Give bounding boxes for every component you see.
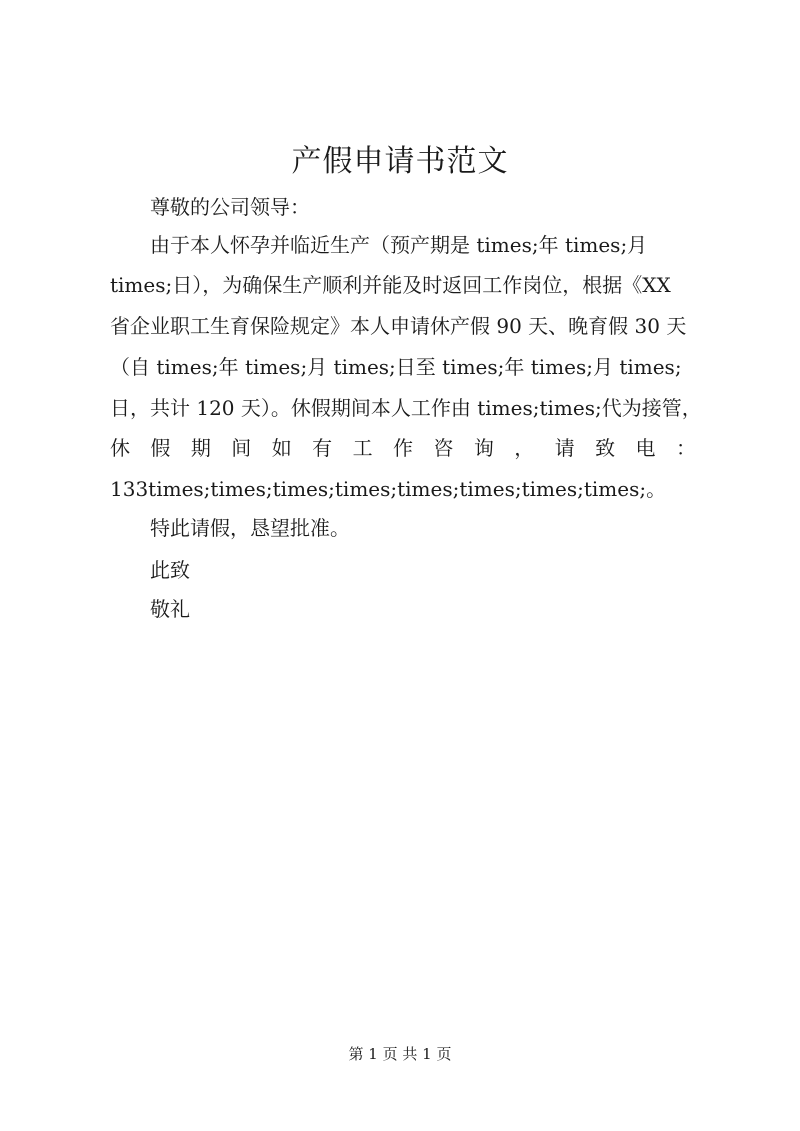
body-line: 日，共计 120 天）。休假期间本人工作由 times;times;代为接管， — [110, 396, 702, 420]
document-title: 产假申请书范文 — [291, 144, 509, 179]
page-number-footer: 第 1 页 共 1 页 — [348, 1045, 452, 1063]
request-line: 特此请假，恳望批准。 — [150, 516, 350, 540]
body-line: 133times;times;times;times;times;times;times;times;。 — [110, 477, 667, 501]
body-line: 由于本人怀孕并临近生产（预产期是 times;年 times;月 — [150, 233, 648, 257]
body-line: 休 假 期 间 如 有 工 作 咨 询 ， 请 致 电 ： — [110, 436, 696, 460]
closing-line: 此致 — [150, 558, 190, 582]
body-line: 省企业职工生育保险规定》本人申请休产假 90 天、晚育假 30 天 — [110, 314, 687, 338]
salutation: 尊敬的公司领导： — [150, 195, 310, 219]
closing-line: 敬礼 — [150, 597, 190, 621]
body-line: times;日），为确保生产顺利并能及时返回工作岗位，根据《XX — [110, 273, 671, 297]
body-line: （自 times;年 times;月 times;日至 times;年 times;月 times; — [110, 355, 682, 379]
